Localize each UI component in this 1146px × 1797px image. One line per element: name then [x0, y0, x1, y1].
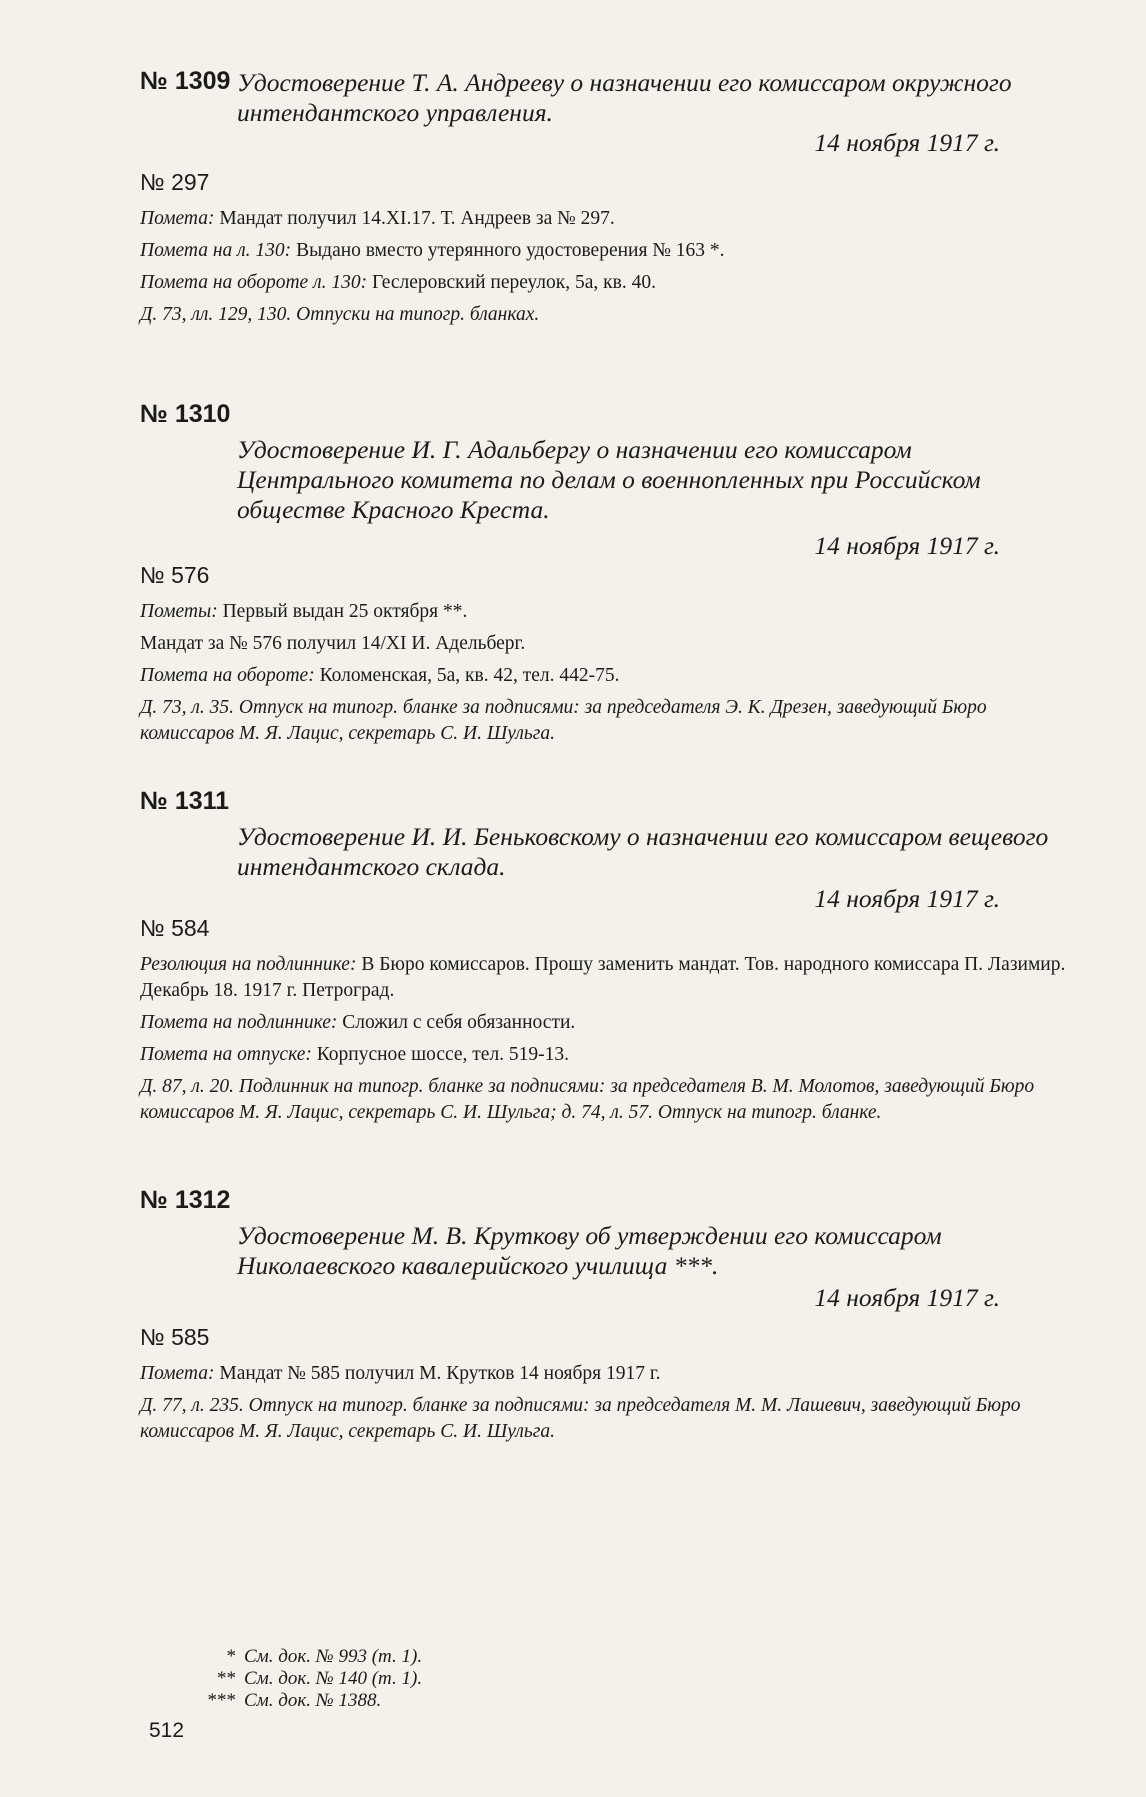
note: [140, 206, 1075, 232]
document-title: Удостоверение И. И. Беньковскому о назначении его комиссаром вещевого интендантского склада.: [237, 822, 1049, 881]
footnote-mark: ***: [207, 1690, 236, 1711]
note: [140, 1042, 1075, 1068]
registration-number: № 297: [140, 169, 210, 195]
footnote-mark: **: [217, 1668, 236, 1689]
note: [140, 599, 1075, 625]
footnote: [200, 1646, 800, 1668]
footnote: [200, 1690, 800, 1712]
document-1312: [140, 1185, 1075, 1451]
note: [140, 1010, 1075, 1036]
footnote-text: См. док. № 993 (т. 1).: [244, 1646, 423, 1667]
document-number: № 1311: [140, 787, 230, 815]
note: [140, 663, 1075, 689]
footnote: [200, 1668, 800, 1690]
note-text: Коломенская, 5а, кв. 42, тел. 442-75.: [314, 665, 620, 686]
document-title: Удостоверение М. В. Круткову об утверждении его комиссаром Николаевского кавалерийского училища ***.: [237, 1221, 942, 1280]
note-label: Помета на л. 130:: [140, 240, 292, 261]
note: [140, 270, 1075, 296]
footnote-text: См. док. № 1388.: [244, 1690, 382, 1711]
note-label: Помета на обороте л. 130:: [140, 272, 368, 293]
document-title: Удостоверение И. Г. Адальбергу о назначении его комиссаром Центрального комитета по делам о военнопленных при Российском обществе Красного Креста.: [237, 435, 981, 524]
document-number: № 1310: [140, 400, 231, 428]
archive-reference: Д. 87, л. 20. Подлинник на типогр. бланке за подписями: за председателя В. М. Молотов, заведующий Бюро комиссаров М. Я. Лацис, секретарь С. И. Шульга; д. 74, л. 57. Отпуск на типогр. бланке.: [140, 1076, 1035, 1123]
document-1310: [140, 399, 1075, 753]
page-number: 512: [149, 1719, 185, 1742]
note-label: Помета:: [140, 1363, 215, 1384]
note: [140, 631, 1075, 657]
footnote-text: См. док. № 140 (т. 1).: [244, 1668, 423, 1689]
note-text: Сложил с себя обязанности.: [337, 1012, 576, 1033]
note-text: Мандат за № 576 получил 14/XI И. Адельберг.: [140, 633, 526, 654]
archive-reference: Д. 73, л. 35. Отпуск на типогр. бланке за подписями: за председателя Э. К. Дрезен, заведующий Бюро комиссаров М. Я. Лацис, секретарь С. И. Шульга.: [140, 697, 987, 744]
footnotes: [200, 1646, 800, 1712]
document-1311: [140, 786, 1075, 1132]
note: [140, 952, 1075, 1004]
note-label: Помета:: [140, 208, 215, 229]
document-date: 14 ноября 1917 г.: [814, 884, 1000, 913]
note-label: Резолюция на подлиннике:: [140, 954, 357, 975]
note: [140, 1361, 1075, 1387]
footnote-mark: *: [226, 1646, 236, 1667]
document-date: 14 ноября 1917 г.: [814, 531, 1000, 560]
document-number: № 1309: [140, 67, 231, 95]
footnote-divider: [149, 1630, 299, 1631]
archive-reference: Д. 77, л. 235. Отпуск на типогр. бланке за подписями: за председателя М. М. Лашевич, заведующий Бюро комиссаров М. Я. Лацис, секретарь С. И. Шульга.: [140, 1395, 1021, 1442]
note-label: Пометы:: [140, 601, 218, 622]
document-date: 14 ноября 1917 г.: [814, 128, 1000, 157]
document-number: № 1312: [140, 1186, 231, 1214]
note-text: Первый выдан 25 октября **.: [217, 601, 468, 622]
document-1309: [140, 66, 1075, 334]
note-text: Корпусное шоссе, тел. 519-13.: [311, 1044, 570, 1065]
note: [140, 238, 1075, 264]
archive-reference: Д. 73, лл. 129, 130. Отпуски на типогр. бланках.: [140, 304, 540, 325]
note-label: Помета на отпуске:: [140, 1044, 312, 1065]
note-text: Выдано вместо утерянного удостоверения № 163 *.: [291, 240, 725, 261]
note-text: Мандат получил 14.XI.17. Т. Андреев за № 297.: [214, 208, 615, 229]
note-text: Геслеровский переулок, 5а, кв. 40.: [367, 272, 656, 293]
registration-number: № 585: [140, 1324, 210, 1350]
note-label: Помета на обороте:: [140, 665, 315, 686]
document-title: Удостоверение Т. А. Андрееву о назначении его комиссаром окружного интендантского управления.: [237, 68, 1012, 127]
note-label: Помета на подлиннике:: [140, 1012, 338, 1033]
note-text: Мандат № 585 получил М. Крутков 14 ноября 1917 г.: [214, 1363, 661, 1384]
note-text: В Бюро комиссаров. Прошу заменить мандат. Тов. народного комиссара П. Лазимир. Декабрь 18. 1917 г. Петроград.: [140, 954, 1066, 1001]
document-date: 14 ноября 1917 г.: [814, 1283, 1000, 1312]
registration-number: № 576: [140, 562, 210, 588]
registration-number: № 584: [140, 915, 210, 941]
